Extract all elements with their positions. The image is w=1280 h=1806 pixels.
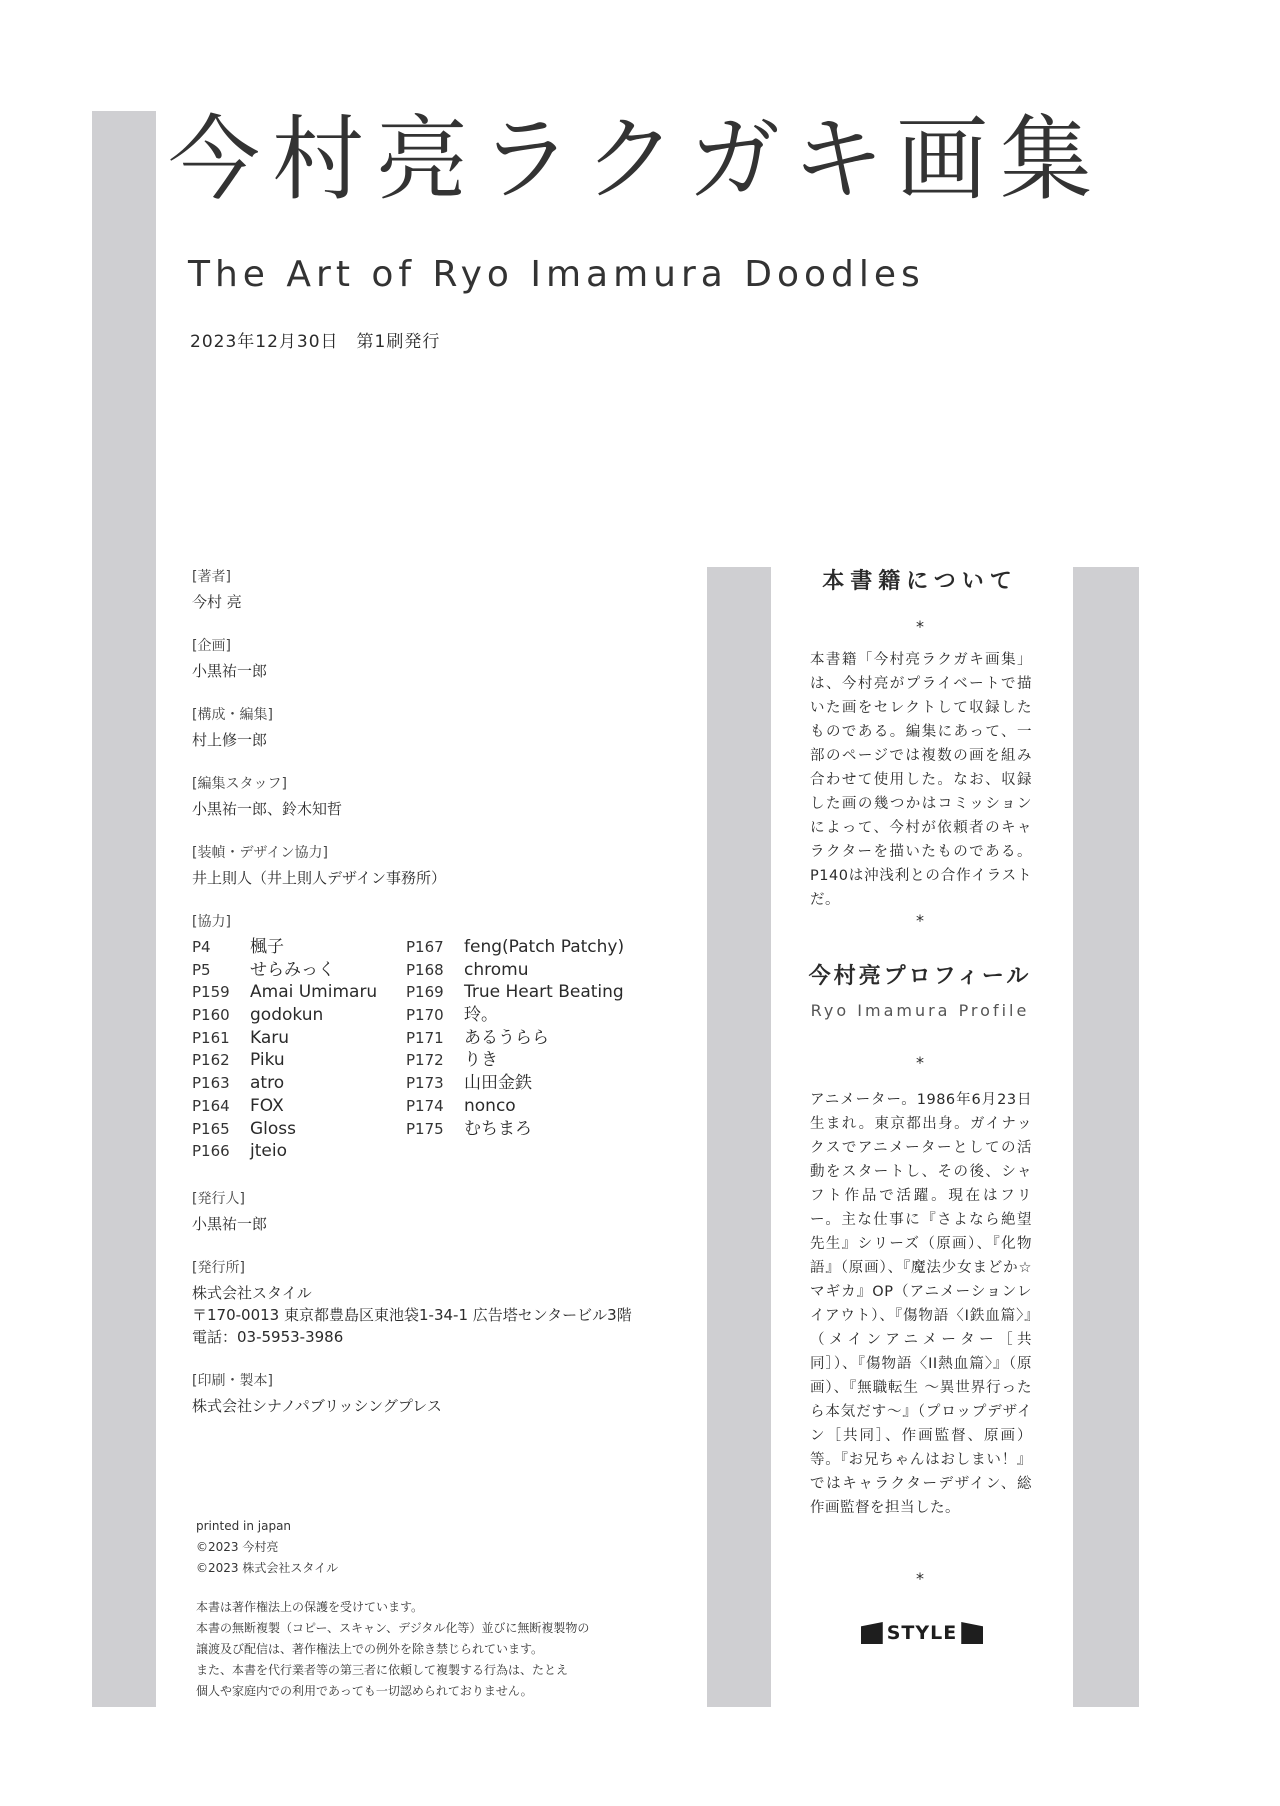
contributor-row: [192, 936, 377, 959]
section-divider-star: *: [916, 911, 924, 930]
contributor-row: [192, 1004, 377, 1027]
contributor-page: P168: [406, 960, 444, 979]
credit-label: [発行所]: [192, 1260, 245, 1276]
contributor-row: [192, 1095, 377, 1118]
contributor-name: 楓子: [250, 937, 284, 957]
decorative-band-left: [92, 111, 156, 1707]
contributor-name: True Heart Beating: [464, 982, 624, 1003]
publisher-name: 株式会社スタイル: [192, 1284, 312, 1302]
profile-body-text: アニメーター。1986年6月23日生まれ。東京都出身。ガイナックスでアニメーターとしての活動をスタートし、その後、シャフト作品で活躍。現在はフリー。主な仕事に『さよなら絶望先生』シリーズ（原画）、『化物語』（原画）、『魔法少女まどか☆マギカ』OP（アニメーションレイアウト）、『傷物語〈I鉄血篇〉』（メインアニメーター［共同］）、『傷物語〈II熱血篇〉』（原画）、『無職転生 〜異世界行ったら本気だす〜』（プロップデザイン［共同］、作画監督、原画）等。『お兄ちゃんはおしまい！』ではキャラクターデザイン、総作画監督を担当した。: [810, 1092, 1032, 1516]
contributor-row: [406, 1072, 624, 1095]
contributor-name: Amai Umimaru: [250, 982, 378, 1003]
credit-value: 井上則人（井上則人デザイン事務所）: [192, 869, 446, 887]
credit-label: [印刷・製本]: [192, 1373, 273, 1389]
publisher-address: 〒170-0013 東京都豊島区東池袋1-34-1 広告塔センタービル3階: [192, 1306, 632, 1324]
contributors-list: [192, 936, 692, 1166]
contributor-name: nonco: [464, 1095, 516, 1116]
colophon-footer: [196, 1516, 616, 1702]
about-heading: 本書籍について: [822, 569, 1018, 594]
contributors-column-1: [192, 936, 377, 1163]
credit-design: [192, 843, 692, 889]
credit-label: [協力]: [192, 914, 231, 930]
contributor-row: [406, 936, 624, 959]
credit-label: [企画]: [192, 638, 231, 654]
credit-value: 小黒祐一郎: [192, 662, 268, 680]
contributor-row: [192, 1072, 377, 1095]
contributor-row: [406, 1049, 624, 1072]
legal-notice-line: 個人や家庭内での利用であっても一切認められておりません。: [196, 1684, 533, 1698]
book-title-english: The Art of Ryo Imamura Doodles: [188, 254, 925, 295]
contributor-row: [192, 1140, 377, 1163]
style-logo-icon: [861, 1622, 883, 1644]
contributor-row: [406, 1004, 624, 1027]
contributor-row: [192, 959, 377, 982]
contributor-name: むちまろ: [464, 1118, 532, 1139]
contributor-page: P159: [192, 983, 230, 1002]
about-body-text: 本書籍「今村亮ラクガキ画集」は、今村亮がプライベートで描いた画をセレクトして収録したものである。編集にあって、一部のページでは複数の画を組み合わせて使用した。なお、収録した画の幾つかはコミッションによって、今村が依頼者のキャラクターを描いたものである。P140は沖浅利との合作イラストだ。: [810, 652, 1032, 908]
legal-notice-line: また、本書を代行業者等の第三者に依頼して複製する行為は、たとえ: [196, 1663, 569, 1677]
contributor-page: P163: [192, 1074, 230, 1093]
contributor-name: jteio: [250, 1141, 287, 1162]
contributor-name: atro: [250, 1073, 285, 1094]
credit-label: [著者]: [192, 569, 231, 585]
printed-in-japan: printed in japan: [196, 1519, 292, 1533]
decorative-band-right: [1073, 567, 1139, 1707]
contributor-name: FOX: [250, 1095, 284, 1116]
section-divider-star: *: [916, 617, 924, 636]
decorative-band-middle: [707, 567, 771, 1707]
book-title-japanese: 今村亮ラクガキ画集: [168, 106, 1105, 213]
contributor-name: せらみっく: [250, 959, 335, 980]
style-logo: [858, 1618, 986, 1648]
profile-heading: 今村亮プロフィール: [808, 964, 1032, 989]
contributor-name: Piku: [250, 1050, 285, 1071]
contributor-page: P169: [406, 983, 444, 1002]
contributor-row: [406, 1118, 624, 1141]
credit-author: [192, 567, 692, 613]
section-divider-star: *: [916, 1053, 924, 1072]
contributor-page: P165: [192, 1119, 230, 1138]
contributor-page: P5: [192, 960, 211, 979]
style-logo-text: STYLE: [886, 1622, 958, 1644]
copyright-line: ©2023 株式会社スタイル: [196, 1561, 339, 1575]
profile-heading-english: Ryo Imamura Profile: [810, 1001, 1030, 1020]
contributors-column-2: [406, 936, 624, 1140]
contributor-row: [406, 1027, 624, 1050]
legal-notice-line: 本書の無断複製（コピー、スキャン、デジタル化等）並びに無断複製物の: [196, 1621, 590, 1635]
credit-publisher-person: [192, 1189, 692, 1235]
contributor-page: P167: [406, 938, 444, 956]
contributor-page: P166: [192, 1142, 230, 1161]
legal-notice: [196, 1597, 616, 1702]
legal-notice-line: 譲渡及び配信は、著作権法上での例外を除き禁じられています。: [196, 1642, 544, 1656]
contributor-page: P160: [192, 1006, 230, 1025]
contributor-name: 山田金鉄: [464, 1073, 532, 1094]
contributor-page: P173: [406, 1074, 444, 1093]
credit-label: [発行人]: [192, 1191, 245, 1207]
publisher-phone: 電話：03-5953-3986: [192, 1328, 344, 1346]
contributor-name: Karu: [250, 1027, 290, 1048]
contributor-name: godokun: [250, 1005, 324, 1026]
contributor-row: [406, 1095, 624, 1118]
contributor-page: P170: [406, 1006, 444, 1025]
contributor-page: P171: [406, 1028, 444, 1047]
credit-planning: [192, 636, 692, 682]
credit-value: 今村 亮: [192, 593, 242, 611]
contributor-page: P161: [192, 1028, 230, 1047]
publication-date: 2023年12月30日 第1刷発行: [190, 332, 441, 352]
contributor-name: あるうらら: [464, 1027, 549, 1048]
credit-value: 村上修一郎: [192, 731, 268, 749]
contributor-name: 玲。: [464, 1005, 498, 1026]
credit-label: [構成・編集]: [192, 707, 273, 723]
credits-section: [192, 567, 692, 1440]
contributor-page: P4: [192, 938, 211, 956]
contributor-row: [406, 959, 624, 982]
credit-label: [編集スタッフ]: [192, 776, 287, 792]
credit-composition-editing: [192, 705, 692, 751]
contributor-row: [192, 1118, 377, 1141]
credit-value: 株式会社シナノパブリッシングプレス: [192, 1397, 442, 1415]
legal-notice-line: 本書は著作権法上の保護を受けています。: [196, 1600, 424, 1614]
credit-value: 小黒祐一郎、鈴木知哲: [192, 800, 343, 818]
contributor-page: P175: [406, 1119, 444, 1138]
contributor-row: [192, 981, 377, 1004]
contributor-page: P164: [192, 1096, 230, 1115]
contributor-page: P172: [406, 1051, 444, 1070]
credit-label: [装幀・デザイン協力]: [192, 845, 328, 861]
credit-publisher-company: [192, 1258, 692, 1348]
style-logo-icon: [961, 1622, 983, 1644]
copyright-line: ©2023 今村亮: [196, 1540, 279, 1554]
contributor-row: [406, 981, 624, 1004]
contributor-name: りき: [464, 1050, 498, 1071]
contributor-page: P162: [192, 1051, 230, 1070]
contributor-row: [192, 1027, 377, 1050]
contributor-name: chromu: [464, 959, 529, 980]
contributor-row: [192, 1049, 377, 1072]
credit-editing-staff: [192, 774, 692, 820]
contributor-name: feng(Patch Patchy): [464, 937, 625, 957]
section-divider-star: *: [916, 1569, 924, 1588]
credit-value: 小黒祐一郎: [192, 1215, 268, 1233]
credit-printing: [192, 1371, 692, 1417]
contributor-name: Gloss: [250, 1118, 297, 1139]
credit-contributors: [192, 912, 692, 1166]
contributor-page: P174: [406, 1096, 444, 1115]
